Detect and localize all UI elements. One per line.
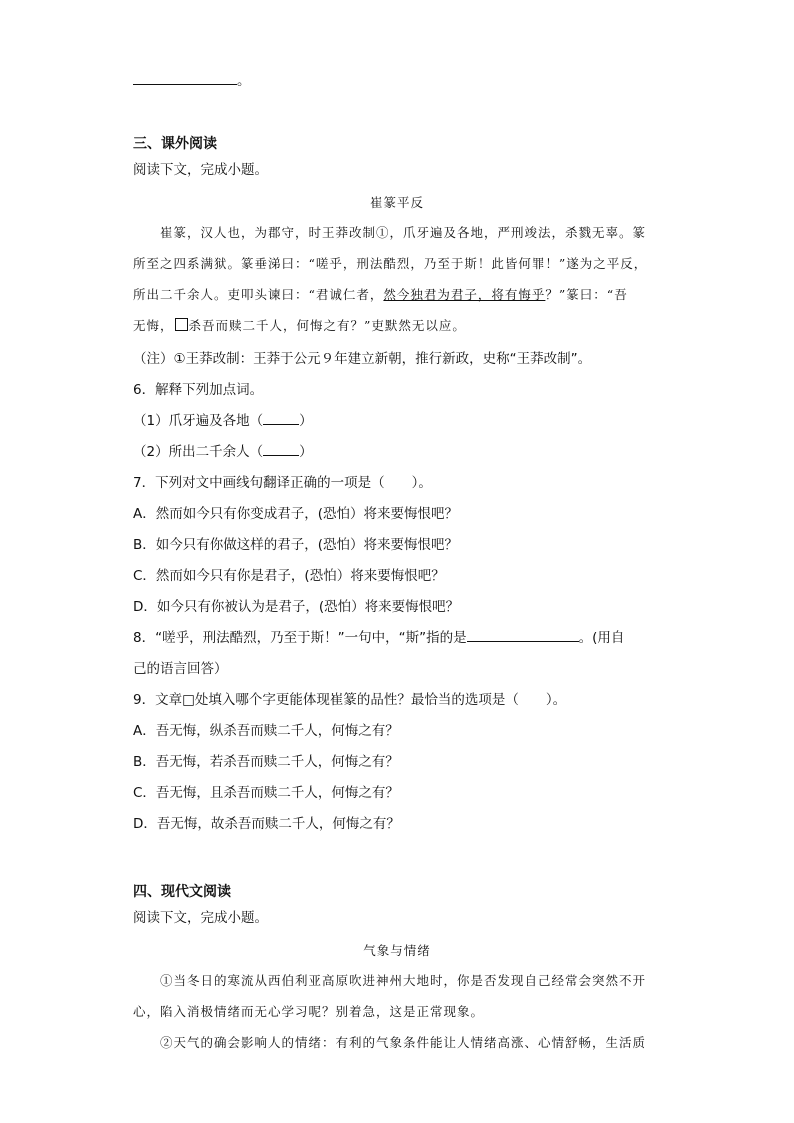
section3-heading: 三、课外阅读: [133, 136, 217, 152]
q9-option-c: C．吾无悔，且杀吾而赎二千人，何悔之有？: [133, 785, 399, 801]
q7-option-a: A．然而如今只有你变成君子，(恐怕）将来要悔恨吧？: [133, 506, 459, 522]
q7-option-b: B．如今只有你做这样的君子，(恐怕）将来要悔恨吧？: [133, 537, 459, 553]
q6-item-2: [133, 443, 313, 461]
q8-text-end: 。(用自: [578, 630, 625, 646]
annotation-note: （注）①王莽改制：王莽于公元９年建立新朝，推行新政，史称“王莽改制”。: [133, 351, 592, 367]
article-line: ①当冬日的寒流从西伯利亚高原吹进神州大地时，你是否发现自己经常会突然不开: [160, 973, 647, 988]
q6-item-2-text: （2）所出二千余人（: [133, 444, 264, 460]
passage-text: 所出二千余人。吏叩头谏曰：“君诚仁者，: [133, 287, 384, 302]
q7-stem: 7．下列对文中画线句翻译正确的一项是（ ）。: [133, 475, 432, 491]
passage-text: ？”篆曰：“吾: [545, 287, 628, 302]
q6-item-1-text: （1）爪牙遍及各地（: [133, 413, 264, 429]
q7-option-d: D．如今只有你被认为是君子，(恐怕）将来要悔恨吧？: [133, 599, 460, 615]
section4-heading: 四、现代文阅读: [133, 884, 231, 900]
article-line: ②天气的确会影响人的情绪：有利的气象条件能让人情绪高涨、心情舒畅，生活质: [160, 1035, 647, 1050]
q6-item-1-close: ）: [299, 413, 313, 429]
passage-line: 所至之四系满狱。篆垂涕曰：“嗟乎，刑法酷烈，乃至于斯！此皆何罪！”遂为之平反，: [133, 256, 648, 271]
missing-character-box: [175, 318, 188, 331]
section4-instruction: 阅读下文，完成小题。: [133, 910, 268, 926]
article-line: 心，陷入消极情绪而无心学习呢？别着急，这是正常现象。: [133, 1004, 485, 1019]
passage-line: [133, 286, 628, 304]
passage-text: 无悔，: [133, 318, 174, 333]
section3-instruction: 阅读下文，完成小题。: [133, 162, 268, 178]
q7-option-c: C．然而如今只有你是君子，(恐怕）将来要悔恨吧？: [133, 568, 445, 584]
line-end-mark: 。: [237, 73, 251, 89]
q9-option-a: A．吾无悔，纵杀吾而赎二千人，何悔之有？: [133, 723, 399, 739]
q6-item-2-close: ）: [299, 444, 313, 460]
passage-title: 崔篆平反: [369, 195, 424, 210]
q6-item-1: [133, 412, 313, 430]
q6-item-1-blank: [263, 424, 299, 425]
passage-line: 崔篆，汉人也，为郡守，时王莽改制①，爪牙遍及各地，严刑竣法，杀戮无辜。篆: [160, 225, 647, 240]
q9-option-b: B．吾无悔，若杀吾而赎二千人，何悔之有？: [133, 754, 399, 770]
q6-stem: 6．解释下列加点词。: [133, 382, 264, 398]
passage-text: 杀吾而赎二千人，何悔之有？”吏默然无以应。: [188, 318, 466, 333]
q9-option-d: D．吾无悔，故杀吾而赎二千人，何悔之有？: [133, 816, 400, 832]
q8-text: 8．“嗟乎，刑法酷烈，乃至于斯！”一句中，“斯”指的是: [133, 630, 467, 646]
q8-stem: [133, 629, 624, 647]
q8-stem-continued: 己的语言回答）: [133, 661, 228, 677]
q9-stem: 9．文章□处填入哪个字更能体现崔篆的品性？最恰当的选项是（ ）。: [133, 692, 567, 708]
q8-blank: [467, 641, 579, 642]
answer-line-top: [133, 72, 251, 90]
article-title: 气象与情绪: [363, 943, 431, 958]
passage-line: [133, 317, 466, 335]
q6-item-2-blank: [263, 455, 299, 456]
answer-blank: [133, 84, 237, 85]
underlined-sentence: 然今独君为君子，将有悔乎: [383, 287, 546, 302]
